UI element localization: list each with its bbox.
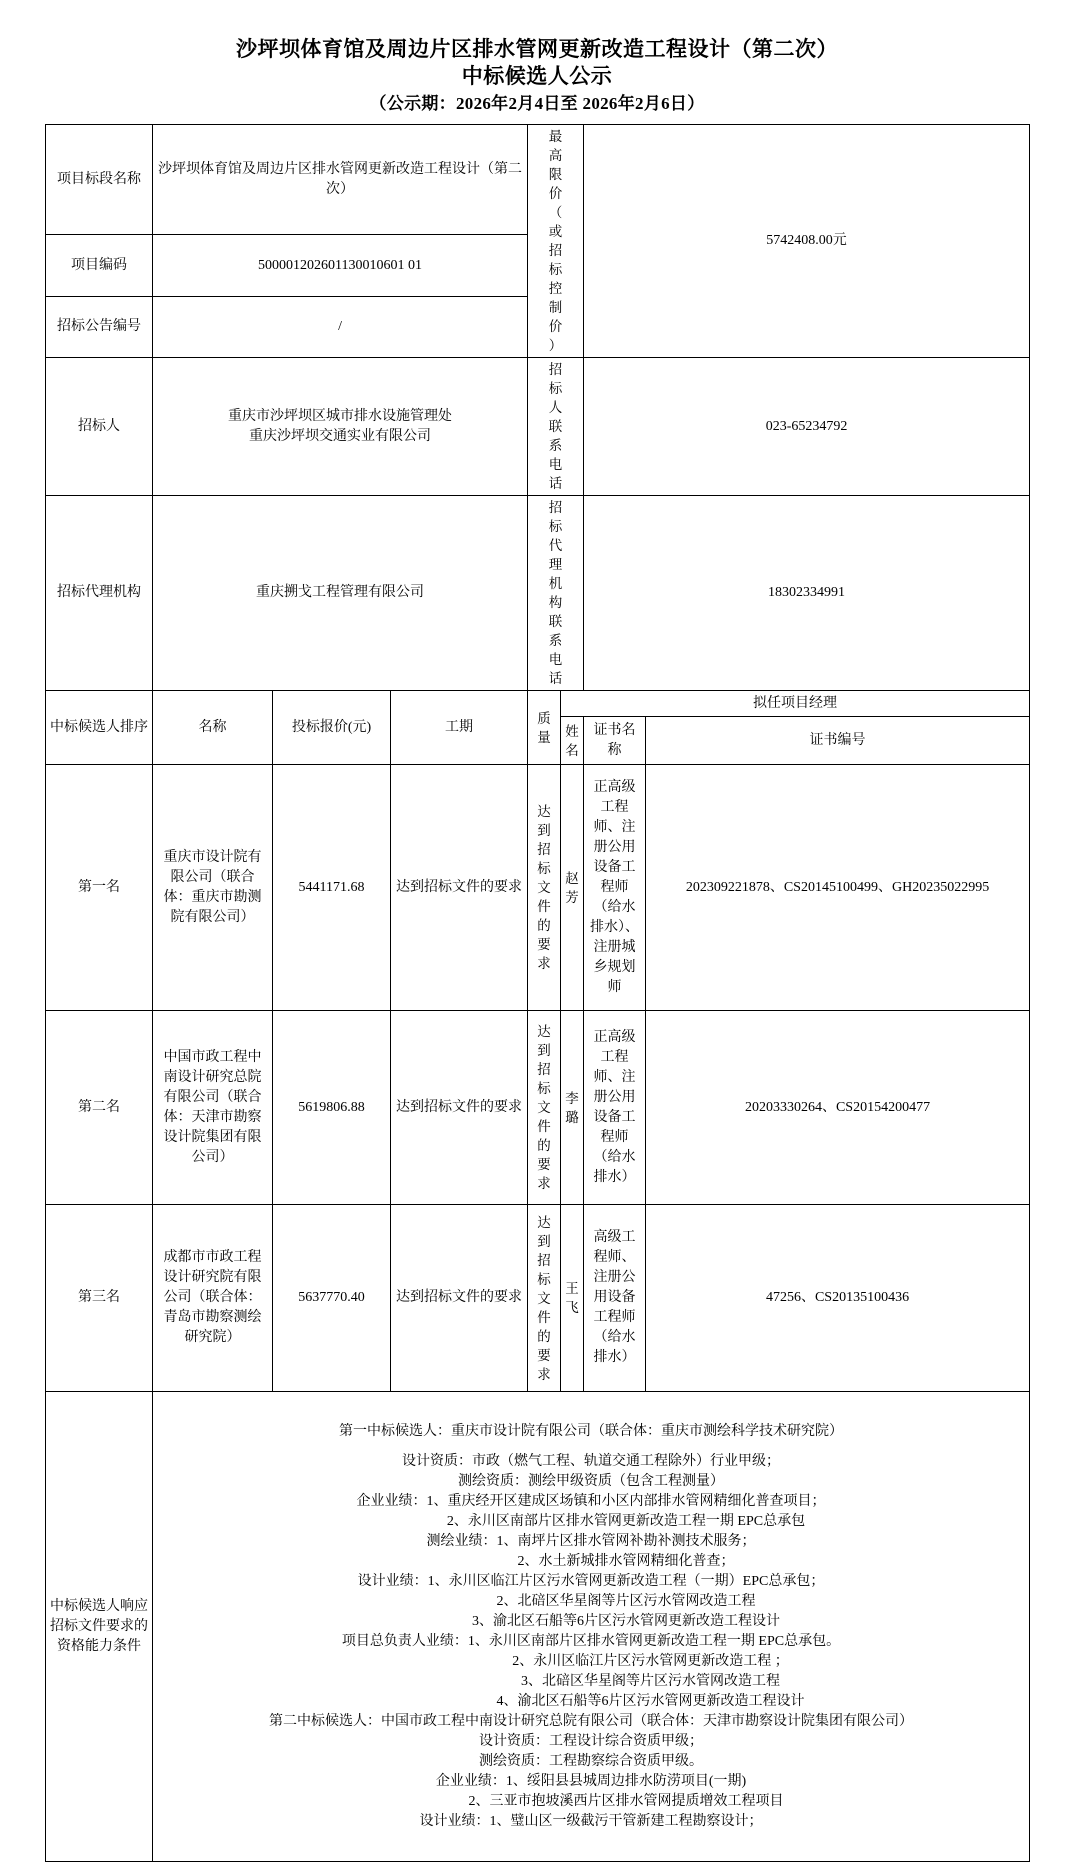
table-row-candidate — [46, 1011, 1030, 1205]
candidate-quality: 达到招标文件的要求 — [528, 1011, 561, 1205]
header-name: 名称 — [153, 691, 273, 765]
project-name-value: 沙坪坝体育馆及周边片区排水管网更新改造工程设计（第二次） — [153, 125, 528, 235]
qualification-content — [153, 1392, 1030, 1862]
header-cert-no: 证书编号 — [646, 717, 1030, 765]
notice-number-value: / — [153, 296, 528, 357]
qualification-line: 2、三亚市抱坡溪西片区排水管网提质增效工程项目 — [398, 1793, 784, 1809]
max-price-label: 最高限价（或招标控制价） — [528, 125, 584, 358]
agency-phone-label: 招标代理机构联系电话 — [528, 496, 584, 691]
candidate-duration: 达到招标文件的要求 — [391, 1205, 528, 1392]
document-title-block — [45, 0, 1029, 118]
tenderer-value — [153, 358, 528, 496]
qualification-line: 4、渝北区石船等6片区污水管网更新改造工程设计 — [377, 1693, 805, 1709]
candidate-cert-name: 正高级工程师、注册公用设备工程师（给水排水）、注册城乡规划师 — [584, 765, 646, 1011]
tenderer-phone-value: 023-65234792 — [584, 358, 1030, 496]
qualification-line: 2、北碚区华星阁等片区污水管网改造工程 — [426, 1593, 756, 1609]
candidate-quality: 达到招标文件的要求 — [528, 765, 561, 1011]
qualification-line: 2、水土新城排水管网精细化普查； — [447, 1553, 735, 1569]
qualification-line: 测绘资质：工程勘察综合资质甲级。 — [479, 1753, 704, 1769]
candidate-duration: 达到招标文件的要求 — [391, 765, 528, 1011]
agency-phone-value: 18302334991 — [584, 496, 1030, 691]
header-project-manager-group: 拟任项目经理 — [561, 691, 1030, 717]
candidate-cert-name: 正高级工程师、注册公用设备工程师（给水排水） — [584, 1011, 646, 1205]
announcement-table — [45, 124, 1030, 1862]
qualification-line: 测绘业绩：1、南坪片区排水管网补勘补测技术服务； — [426, 1533, 756, 1549]
candidate-duration: 达到招标文件的要求 — [391, 1011, 528, 1205]
publicity-period: （公示期：2026年2月4日至 2026年2月6日） — [369, 94, 705, 113]
project-code-label: 项目编码 — [46, 235, 153, 296]
agency-label: 招标代理机构 — [46, 496, 153, 691]
qualification-line: 设计资质：工程设计综合资质甲级； — [479, 1733, 704, 1749]
qualification-line: 项目总负责人业绩：1、永川区南部片区排水管网更新改造工程一期 EPC总承包。 — [341, 1633, 841, 1649]
qualification-line: 测绘资质：测绘甲级资质（包含工程测量） — [458, 1473, 725, 1489]
tenderer-value-line-2: 重庆沙坪坝交通实业有限公司 — [249, 428, 432, 444]
qualification-line: 2、永川区南部片区排水管网更新改造工程一期 EPC总承包 — [376, 1513, 806, 1529]
table-row-qualification — [46, 1392, 1030, 1862]
candidate-cert-no: 47256、CS20135100436 — [646, 1205, 1030, 1392]
project-name-label: 项目标段名称 — [46, 125, 153, 235]
qualification-line: 企业业绩：1、绥阳县县城周边排水防涝项目(一期) — [435, 1773, 747, 1789]
header-rank: 中标候选人排序 — [46, 691, 153, 765]
tenderer-value-line-1: 重庆市沙坪坝区城市排水设施管理处 — [228, 408, 453, 424]
table-row-candidate — [46, 1205, 1030, 1392]
tenderer-label: 招标人 — [46, 358, 153, 496]
table-row-candidate — [46, 765, 1030, 1011]
header-pm-name: 姓名 — [561, 717, 584, 765]
candidate-cert-no: 202309221878、CS20145100499、GH20235022995 — [646, 765, 1030, 1011]
qualification-line: 设计业绩：1、璧山区一级截污干管新建工程勘察设计； — [419, 1813, 763, 1829]
candidate-bid-price: 5637770.40 — [273, 1205, 391, 1392]
candidate-pm-name: 王飞 — [561, 1205, 584, 1392]
candidate-bid-price: 5441171.68 — [273, 765, 391, 1011]
table-row-agency — [46, 496, 1030, 691]
table-header-group-row — [46, 691, 1030, 717]
candidate-rank: 第三名 — [46, 1205, 153, 1392]
candidate-rank: 第一名 — [46, 765, 153, 1011]
table-row-tenderer — [46, 358, 1030, 496]
qualification-line: 3、北碚区华星阁等片区污水管网改造工程 — [402, 1673, 781, 1689]
page-title-line-2: 中标候选人公示 — [461, 64, 613, 88]
qualification-line: 2、永川区临江片区污水管网更新改造工程 ； — [393, 1653, 789, 1669]
qualification-spacer — [157, 1442, 1025, 1452]
tenderer-phone-label: 招标人联系电话 — [528, 358, 584, 496]
page-title-line-1: 沙坪坝体育馆及周边片区排水管网更新改造工程设计（第二次） — [236, 37, 838, 61]
candidate-name: 重庆市设计院有限公司（联合体：重庆市勘测院有限公司） — [153, 765, 273, 1011]
candidate-cert-no: 20203330264、CS20154200477 — [646, 1011, 1030, 1205]
header-duration: 工期 — [391, 691, 528, 765]
qualification-line: 企业业绩：1、重庆经开区建成区场镇和小区内部排水管网精细化普查项目； — [356, 1493, 826, 1509]
candidate-rank: 第二名 — [46, 1011, 153, 1205]
header-cert-name: 证书名称 — [584, 717, 646, 765]
candidate-pm-name: 赵芳 — [561, 765, 584, 1011]
header-quality: 质量 — [528, 691, 561, 765]
qualification-line: 3、渝北区石船等6片区污水管网更新改造工程设计 — [402, 1613, 781, 1629]
candidate-pm-name: 李璐 — [561, 1011, 584, 1205]
qualification-label: 中标候选人响应招标文件要求的资格能力条件 — [46, 1392, 153, 1862]
candidate-name: 中国市政工程中南设计研究总院有限公司（联合体：天津市勘察设计院集团有限公司） — [153, 1011, 273, 1205]
notice-number-label: 招标公告编号 — [46, 296, 153, 357]
candidate-cert-name: 高级工程师、注册公用设备工程师（给水排水） — [584, 1205, 646, 1392]
table-row-project-name — [46, 125, 1030, 235]
candidate-name: 成都市市政工程设计研究院有限公司（联合体：青岛市勘察测绘研究院） — [153, 1205, 273, 1392]
agency-value: 重庆搠戈工程管理有限公司 — [153, 496, 528, 691]
max-price-value: 5742408.00元 — [584, 125, 1030, 358]
qualification-line: 第二中标候选人：中国市政工程中南设计研究总院有限公司（联合体：天津市勘察设计院集团有限公司） — [269, 1713, 914, 1729]
qualification-line: 第一中标候选人：重庆市设计院有限公司（联合体：重庆市测绘科学技术研究院） — [339, 1423, 844, 1439]
qualification-line: 设计资质：市政（燃气工程、轨道交通工程除外）行业甲级； — [402, 1453, 781, 1469]
header-bid-price: 投标报价(元) — [273, 691, 391, 765]
qualification-line: 设计业绩：1、永川区临江片区污水管网更新改造工程（一期）EPC总承包； — [357, 1573, 825, 1589]
candidate-bid-price: 5619806.88 — [273, 1011, 391, 1205]
candidate-quality: 达到招标文件的要求 — [528, 1205, 561, 1392]
project-code-value: 500001202601130010601 01 — [153, 235, 528, 296]
